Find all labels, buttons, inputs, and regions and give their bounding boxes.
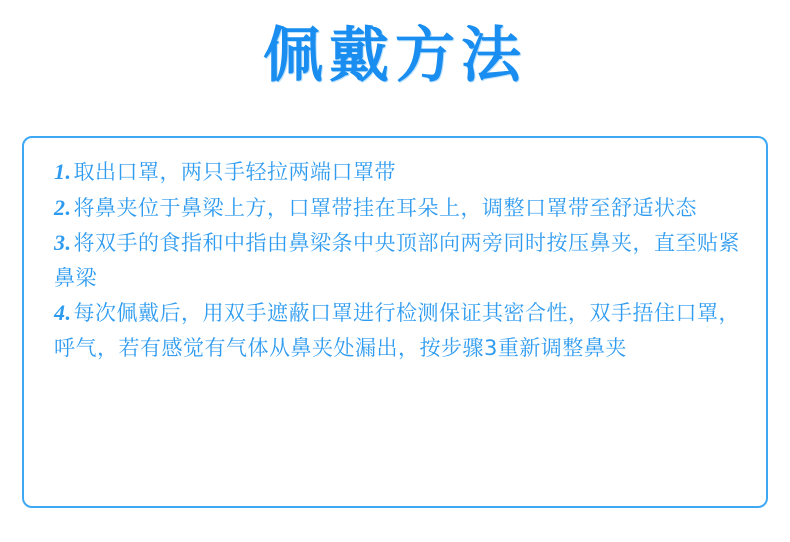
step-number: 1. — [54, 159, 72, 184]
step-text: 将鼻夹位于鼻梁上方，口罩带挂在耳朵上，调整口罩带至舒适状态 — [73, 195, 697, 220]
step-number: 3. — [54, 230, 72, 256]
step-text: 取出口罩，两只手轻拉两端口罩带 — [73, 160, 396, 184]
steps-container — [22, 136, 768, 508]
list-item — [54, 295, 740, 365]
page-title: 佩戴方法 — [263, 21, 527, 91]
step-number: 2. — [54, 194, 72, 220]
step-text: 将双手的食指和中指由鼻梁条中央顶部向两旁同时按压鼻夹，直至贴紧鼻梁 — [54, 231, 740, 290]
list-item — [54, 154, 740, 190]
list-item — [54, 190, 740, 226]
step-number: 4. — [54, 299, 72, 325]
step-text: 每次佩戴后，用双手遮蔽口罩进行检测保证其密合性，双手捂住口罩，呼气，若有感觉有气体从鼻夹处漏出，按步骤3重新调整鼻夹 — [54, 300, 740, 360]
list-item — [54, 225, 740, 295]
